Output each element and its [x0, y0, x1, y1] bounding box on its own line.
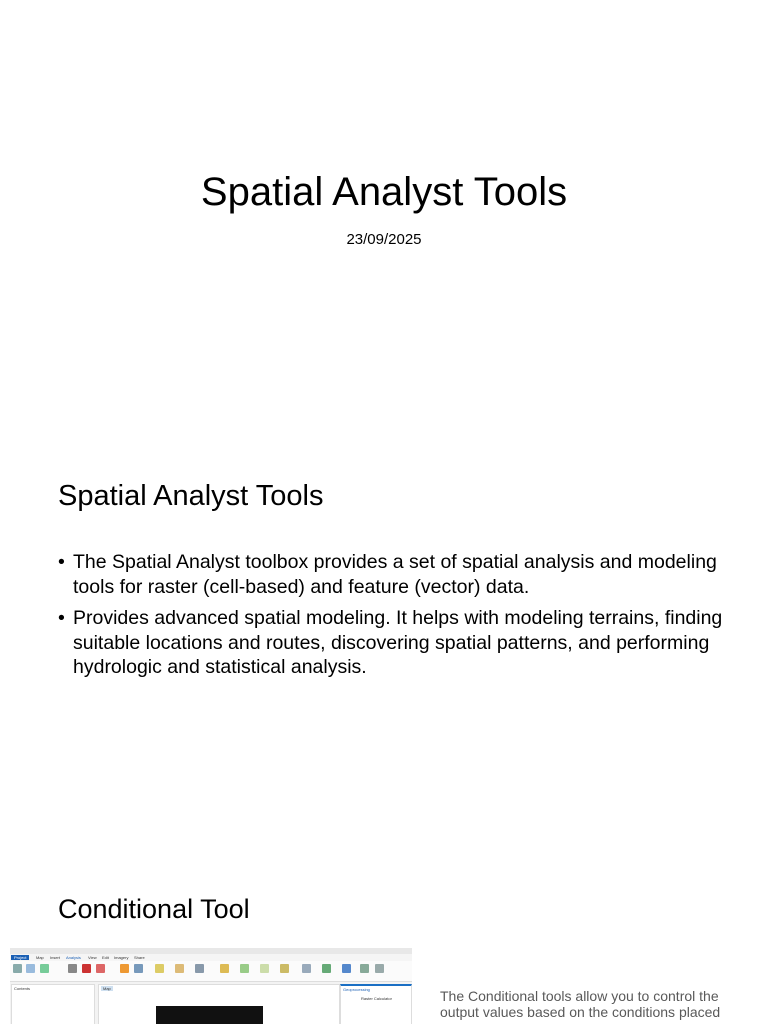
screenshot-tab: Map [36, 955, 44, 960]
tool-icon [195, 964, 204, 973]
bullet-item: • Provides advanced spatial modeling. It helps with modeling terrains, finding suitable locations and routes, discovering spatial patterns, and performing hydrologic and statistical analysis. [58, 606, 738, 680]
bullet-list [58, 550, 738, 687]
tool-icon [96, 964, 105, 973]
title-slide-heading: Spatial Analyst Tools [200, 170, 568, 214]
tool-icon [120, 964, 129, 973]
bullet-item: • The Spatial Analyst toolbox provides a set of spatial analysis and modeling tools for raster (cell-based) and feature (vector) data. [58, 550, 738, 599]
screenshot-ribbon [10, 961, 412, 982]
tool-icon [342, 964, 351, 973]
geoprocessing-pane [340, 984, 412, 1024]
tool-icon [375, 964, 384, 973]
tool-icon [13, 964, 22, 973]
tool-icon [260, 964, 269, 973]
tool-icon [240, 964, 249, 973]
tool-icon [280, 964, 289, 973]
screenshot-tab: View [88, 955, 97, 960]
map-tab: Map [103, 986, 111, 991]
tool-icon [322, 964, 331, 973]
tool-icon [155, 964, 164, 973]
conditional-tool-description: The Conditional tools allow you to control the output values based on the conditions placed [440, 988, 721, 1020]
tool-icon [175, 964, 184, 973]
tool-icon [82, 964, 91, 973]
raster-map [156, 1006, 263, 1024]
slide-heading: Conditional Tool [58, 894, 250, 924]
tool-icon [220, 964, 229, 973]
arcgis-screenshot [10, 948, 412, 1024]
tool-icon [302, 964, 311, 973]
screenshot-tab: Analysis [66, 955, 81, 960]
tool-icon [360, 964, 369, 973]
tool-icon [40, 964, 49, 973]
title-slide-date: 23/09/2025 [346, 231, 422, 248]
tool-icon [26, 964, 35, 973]
slide-heading: Spatial Analyst Tools [58, 480, 324, 512]
screenshot-tab: Project [11, 955, 29, 960]
tool-icon [134, 964, 143, 973]
geoprocessing-pane-title: Geoprocessing [343, 987, 370, 992]
screenshot-tab: Insert [50, 955, 61, 960]
tool-name: Raster Calculator [361, 996, 392, 1001]
tool-icon [68, 964, 77, 973]
contents-pane-title: Contents [14, 986, 31, 991]
screenshot-tab: Edit [102, 955, 109, 960]
screenshot-ribbon-tabs [10, 954, 412, 961]
screenshot-tab: Share [134, 955, 145, 960]
contents-pane [11, 984, 95, 1024]
screenshot-tab: Imagery [114, 955, 129, 960]
